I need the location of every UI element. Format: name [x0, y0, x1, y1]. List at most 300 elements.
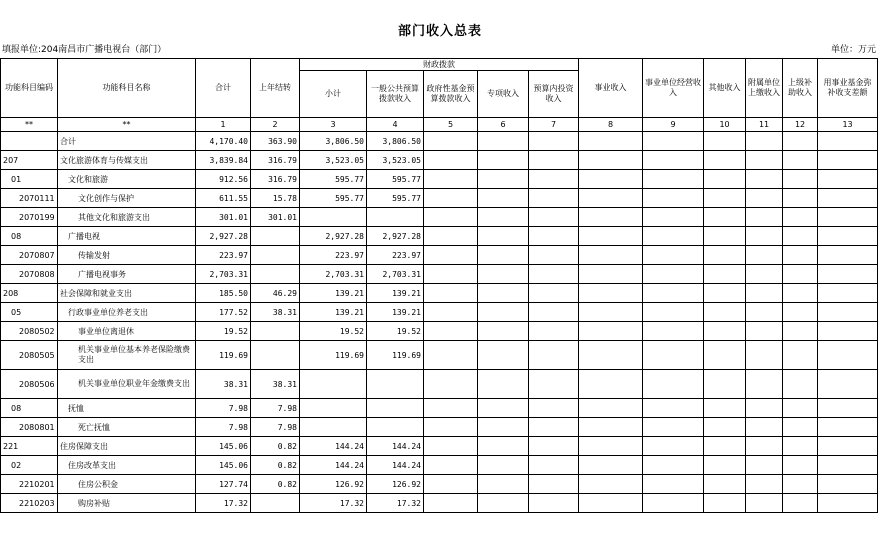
- carryover-cell: 316.79: [251, 170, 300, 189]
- empty-cell: [579, 227, 643, 246]
- empty-cell: [579, 475, 643, 494]
- carryover-cell: [251, 246, 300, 265]
- general-cell: 595.77: [367, 189, 424, 208]
- empty-cell: [783, 456, 818, 475]
- empty-cell: [746, 475, 783, 494]
- subtotal-cell: 3,806.50: [300, 132, 367, 151]
- name-cell: 行政事业单位养老支出: [58, 303, 196, 322]
- carryover-cell: [251, 265, 300, 284]
- empty-cell: [783, 322, 818, 341]
- empty-cell: [529, 284, 579, 303]
- empty-cell: [643, 322, 704, 341]
- col-header-other: 其他收入: [704, 59, 746, 118]
- total-cell: 38.31: [196, 370, 251, 399]
- empty-cell: [746, 246, 783, 265]
- empty-cell: [818, 399, 878, 418]
- code-cell: 2070807: [1, 246, 58, 265]
- table-row: [1, 246, 878, 265]
- empty-cell: [818, 456, 878, 475]
- total-cell: 127.74: [196, 475, 251, 494]
- general-cell: 139.21: [367, 284, 424, 303]
- empty-cell: [783, 170, 818, 189]
- empty-cell: [746, 437, 783, 456]
- empty-cell: [643, 151, 704, 170]
- empty-cell: [746, 208, 783, 227]
- index-cell: 3: [300, 118, 367, 132]
- empty-cell: [529, 132, 579, 151]
- code-cell: 2080505: [1, 341, 58, 370]
- empty-cell: [746, 418, 783, 437]
- table-row: [1, 132, 878, 151]
- name-cell: 机关事业单位职业年金缴费支出: [58, 370, 196, 399]
- empty-cell: [818, 132, 878, 151]
- empty-cell: [818, 341, 878, 370]
- empty-cell: [818, 494, 878, 513]
- empty-cell: [579, 399, 643, 418]
- empty-cell: [579, 322, 643, 341]
- empty-cell: [783, 418, 818, 437]
- empty-cell: [783, 341, 818, 370]
- total-cell: 4,170.40: [196, 132, 251, 151]
- empty-cell: [746, 456, 783, 475]
- name-cell: 抚恤: [58, 399, 196, 418]
- name-cell: 文化旅游体育与传媒支出: [58, 151, 196, 170]
- empty-cell: [643, 284, 704, 303]
- empty-cell: [424, 170, 478, 189]
- table-row: [1, 303, 878, 322]
- code-cell: 2210203: [1, 494, 58, 513]
- index-cell: **: [1, 118, 58, 132]
- empty-cell: [746, 132, 783, 151]
- empty-cell: [704, 341, 746, 370]
- subtotal-cell: [300, 399, 367, 418]
- empty-cell: [818, 189, 878, 208]
- total-cell: 611.55: [196, 189, 251, 208]
- name-cell: 机关事业单位基本养老保险缴费支出: [58, 341, 196, 370]
- empty-cell: [529, 189, 579, 208]
- carryover-cell: 15.78: [251, 189, 300, 208]
- subtotal-cell: 139.21: [300, 303, 367, 322]
- empty-cell: [424, 265, 478, 284]
- col-header-name: 功能科目名称: [58, 59, 196, 118]
- col-header-code: 功能科目编码: [1, 59, 58, 118]
- empty-cell: [579, 456, 643, 475]
- col-group-fiscal: 财政拨款: [300, 59, 579, 71]
- empty-cell: [579, 132, 643, 151]
- total-cell: 145.06: [196, 437, 251, 456]
- empty-cell: [783, 208, 818, 227]
- reporting-unit: 填报单位:204南昌市广播电视台（部门）: [2, 45, 167, 55]
- col-header-reserve: 用事业基金弥补收支差额: [818, 59, 878, 118]
- total-cell: 145.06: [196, 456, 251, 475]
- empty-cell: [704, 227, 746, 246]
- empty-cell: [783, 370, 818, 399]
- empty-cell: [529, 151, 579, 170]
- report-title: 部门收入总表: [397, 24, 482, 39]
- empty-cell: [746, 341, 783, 370]
- empty-cell: [579, 494, 643, 513]
- general-cell: 3,523.05: [367, 151, 424, 170]
- empty-cell: [424, 303, 478, 322]
- name-cell: 住房公积金: [58, 475, 196, 494]
- empty-cell: [783, 227, 818, 246]
- empty-cell: [818, 303, 878, 322]
- empty-cell: [746, 370, 783, 399]
- table-row: [1, 418, 878, 437]
- col-header-special: 专项收入: [478, 71, 529, 118]
- empty-cell: [424, 341, 478, 370]
- subtotal-cell: [300, 418, 367, 437]
- currency-unit: 单位：万元: [830, 45, 876, 55]
- empty-cell: [529, 456, 579, 475]
- empty-cell: [783, 189, 818, 208]
- empty-cell: [783, 303, 818, 322]
- empty-cell: [783, 399, 818, 418]
- name-cell: 其他文化和旅游支出: [58, 208, 196, 227]
- table-row: [1, 208, 878, 227]
- col-header-general: 一般公共预算拨款收入: [367, 71, 424, 118]
- code-cell: 02: [1, 456, 58, 475]
- empty-cell: [529, 437, 579, 456]
- empty-cell: [529, 265, 579, 284]
- general-cell: [367, 208, 424, 227]
- empty-cell: [643, 265, 704, 284]
- general-cell: 139.21: [367, 303, 424, 322]
- empty-cell: [643, 341, 704, 370]
- empty-cell: [746, 303, 783, 322]
- carryover-cell: 7.98: [251, 418, 300, 437]
- empty-cell: [529, 475, 579, 494]
- subtotal-cell: 126.92: [300, 475, 367, 494]
- empty-cell: [818, 418, 878, 437]
- empty-cell: [424, 475, 478, 494]
- col-header-subtotal: 小计: [300, 71, 367, 118]
- index-cell: 13: [818, 118, 878, 132]
- empty-cell: [424, 208, 478, 227]
- table-row: [1, 170, 878, 189]
- table-row: [1, 151, 878, 170]
- empty-cell: [529, 246, 579, 265]
- col-header-carryover: 上年结转: [251, 59, 300, 118]
- empty-cell: [478, 246, 529, 265]
- subtotal-cell: 19.52: [300, 322, 367, 341]
- total-cell: 7.98: [196, 418, 251, 437]
- col-header-total: 合计: [196, 59, 251, 118]
- empty-cell: [704, 370, 746, 399]
- name-cell: 传输发射: [58, 246, 196, 265]
- empty-cell: [579, 303, 643, 322]
- total-cell: 19.52: [196, 322, 251, 341]
- empty-cell: [529, 370, 579, 399]
- subtotal-cell: [300, 208, 367, 227]
- empty-cell: [746, 265, 783, 284]
- general-cell: 3,806.50: [367, 132, 424, 151]
- empty-cell: [704, 322, 746, 341]
- carryover-cell: [251, 494, 300, 513]
- empty-cell: [478, 265, 529, 284]
- name-cell: 事业单位离退休: [58, 322, 196, 341]
- empty-cell: [704, 494, 746, 513]
- empty-cell: [529, 494, 579, 513]
- name-cell: 住房保障支出: [58, 437, 196, 456]
- empty-cell: [818, 370, 878, 399]
- empty-cell: [643, 208, 704, 227]
- empty-cell: [704, 475, 746, 494]
- col-header-gov-fund: 政府性基金预算拨款收入: [424, 71, 478, 118]
- subtotal-cell: 139.21: [300, 284, 367, 303]
- empty-cell: [529, 322, 579, 341]
- empty-cell: [424, 151, 478, 170]
- empty-cell: [643, 437, 704, 456]
- empty-cell: [643, 399, 704, 418]
- total-cell: 7.98: [196, 399, 251, 418]
- carryover-cell: 0.82: [251, 456, 300, 475]
- col-header-outside: 预算内投资收入: [529, 71, 579, 118]
- general-cell: 144.24: [367, 456, 424, 475]
- table-row: [1, 370, 878, 399]
- empty-cell: [478, 322, 529, 341]
- empty-cell: [704, 170, 746, 189]
- empty-cell: [424, 284, 478, 303]
- carryover-cell: 7.98: [251, 399, 300, 418]
- empty-cell: [818, 151, 878, 170]
- empty-cell: [818, 284, 878, 303]
- carryover-cell: [251, 322, 300, 341]
- empty-cell: [704, 132, 746, 151]
- empty-cell: [579, 246, 643, 265]
- empty-cell: [579, 437, 643, 456]
- empty-cell: [424, 322, 478, 341]
- empty-cell: [704, 456, 746, 475]
- subtotal-cell: 17.32: [300, 494, 367, 513]
- empty-cell: [579, 189, 643, 208]
- total-cell: 2,703.31: [196, 265, 251, 284]
- empty-cell: [424, 456, 478, 475]
- general-cell: 119.69: [367, 341, 424, 370]
- table-body: [1, 132, 878, 513]
- code-cell: 207: [1, 151, 58, 170]
- empty-cell: [746, 170, 783, 189]
- index-cell: 7: [529, 118, 579, 132]
- general-cell: 595.77: [367, 170, 424, 189]
- empty-cell: [704, 284, 746, 303]
- code-cell: 2070199: [1, 208, 58, 227]
- general-cell: [367, 370, 424, 399]
- empty-cell: [424, 246, 478, 265]
- empty-cell: [424, 189, 478, 208]
- table-row: [1, 341, 878, 370]
- name-cell: 文化创作与保护: [58, 189, 196, 208]
- col-header-operating: 事业单位经营收入: [643, 59, 704, 118]
- index-cell: 12: [783, 118, 818, 132]
- empty-cell: [529, 303, 579, 322]
- carryover-cell: 38.31: [251, 370, 300, 399]
- empty-cell: [529, 227, 579, 246]
- table-row: [1, 265, 878, 284]
- carryover-cell: [251, 341, 300, 370]
- empty-cell: [478, 456, 529, 475]
- empty-cell: [643, 189, 704, 208]
- empty-cell: [704, 303, 746, 322]
- empty-cell: [704, 265, 746, 284]
- empty-cell: [783, 151, 818, 170]
- general-cell: 19.52: [367, 322, 424, 341]
- total-cell: 119.69: [196, 341, 251, 370]
- empty-cell: [643, 456, 704, 475]
- empty-cell: [704, 151, 746, 170]
- general-cell: [367, 418, 424, 437]
- table-header: [1, 59, 878, 118]
- empty-cell: [529, 418, 579, 437]
- empty-cell: [424, 370, 478, 399]
- general-cell: 126.92: [367, 475, 424, 494]
- total-cell: 912.56: [196, 170, 251, 189]
- index-cell: 6: [478, 118, 529, 132]
- empty-cell: [529, 399, 579, 418]
- empty-cell: [478, 341, 529, 370]
- empty-cell: [783, 246, 818, 265]
- empty-cell: [579, 418, 643, 437]
- name-cell: 广播电视: [58, 227, 196, 246]
- code-cell: 208: [1, 284, 58, 303]
- index-cell: 5: [424, 118, 478, 132]
- empty-cell: [783, 494, 818, 513]
- total-cell: 177.52: [196, 303, 251, 322]
- empty-cell: [818, 322, 878, 341]
- empty-cell: [478, 475, 529, 494]
- index-cell: 4: [367, 118, 424, 132]
- total-cell: 3,839.84: [196, 151, 251, 170]
- empty-cell: [818, 265, 878, 284]
- general-cell: 2,703.31: [367, 265, 424, 284]
- index-cell: 8: [579, 118, 643, 132]
- total-cell: 2,927.28: [196, 227, 251, 246]
- total-cell: 185.50: [196, 284, 251, 303]
- index-cell: 10: [704, 118, 746, 132]
- code-cell: 2070111: [1, 189, 58, 208]
- subtotal-cell: 144.24: [300, 456, 367, 475]
- empty-cell: [529, 341, 579, 370]
- empty-cell: [643, 494, 704, 513]
- empty-cell: [478, 370, 529, 399]
- empty-cell: [478, 437, 529, 456]
- empty-cell: [746, 284, 783, 303]
- empty-cell: [424, 418, 478, 437]
- empty-cell: [478, 170, 529, 189]
- empty-cell: [478, 418, 529, 437]
- name-cell: 社会保障和就业支出: [58, 284, 196, 303]
- general-cell: 223.97: [367, 246, 424, 265]
- empty-cell: [478, 399, 529, 418]
- table-row: [1, 322, 878, 341]
- empty-cell: [529, 208, 579, 227]
- empty-cell: [818, 170, 878, 189]
- empty-cell: [643, 370, 704, 399]
- empty-cell: [818, 227, 878, 246]
- empty-cell: [746, 494, 783, 513]
- subtotal-cell: 119.69: [300, 341, 367, 370]
- empty-cell: [783, 265, 818, 284]
- subtotal-cell: 2,927.28: [300, 227, 367, 246]
- empty-cell: [424, 399, 478, 418]
- empty-cell: [704, 418, 746, 437]
- total-cell: 223.97: [196, 246, 251, 265]
- empty-cell: [818, 475, 878, 494]
- empty-cell: [579, 265, 643, 284]
- carryover-cell: 301.01: [251, 208, 300, 227]
- empty-cell: [704, 208, 746, 227]
- table-row: [1, 284, 878, 303]
- empty-cell: [783, 437, 818, 456]
- empty-cell: [643, 132, 704, 151]
- index-cell: 9: [643, 118, 704, 132]
- empty-cell: [818, 437, 878, 456]
- empty-cell: [746, 399, 783, 418]
- table-row: [1, 399, 878, 418]
- empty-cell: [478, 189, 529, 208]
- empty-cell: [746, 322, 783, 341]
- table-row: [1, 475, 878, 494]
- empty-cell: [704, 399, 746, 418]
- code-cell: 2080506: [1, 370, 58, 399]
- name-cell: 广播电视事务: [58, 265, 196, 284]
- empty-cell: [704, 437, 746, 456]
- general-cell: 17.32: [367, 494, 424, 513]
- carryover-cell: 0.82: [251, 437, 300, 456]
- income-summary-table: [0, 58, 878, 513]
- code-cell: [1, 132, 58, 151]
- empty-cell: [579, 170, 643, 189]
- carryover-cell: 316.79: [251, 151, 300, 170]
- subtotal-cell: [300, 370, 367, 399]
- index-cell: 11: [746, 118, 783, 132]
- code-cell: 2070808: [1, 265, 58, 284]
- empty-cell: [704, 246, 746, 265]
- empty-cell: [818, 208, 878, 227]
- code-cell: 2080502: [1, 322, 58, 341]
- empty-cell: [529, 170, 579, 189]
- table-row: [1, 456, 878, 475]
- name-cell: 住房改革支出: [58, 456, 196, 475]
- code-cell: 2080801: [1, 418, 58, 437]
- col-header-affiliated: 附属单位上缴收入: [746, 59, 783, 118]
- empty-cell: [643, 170, 704, 189]
- empty-cell: [478, 208, 529, 227]
- general-cell: [367, 399, 424, 418]
- code-cell: 08: [1, 399, 58, 418]
- table-row: [1, 494, 878, 513]
- subtotal-cell: 144.24: [300, 437, 367, 456]
- code-cell: 2210201: [1, 475, 58, 494]
- empty-cell: [478, 284, 529, 303]
- carryover-cell: 38.31: [251, 303, 300, 322]
- empty-cell: [579, 284, 643, 303]
- empty-cell: [424, 227, 478, 246]
- empty-cell: [478, 227, 529, 246]
- code-cell: 221: [1, 437, 58, 456]
- general-cell: 144.24: [367, 437, 424, 456]
- index-cell: 1: [196, 118, 251, 132]
- code-cell: 01: [1, 170, 58, 189]
- empty-cell: [478, 494, 529, 513]
- subtotal-cell: 223.97: [300, 246, 367, 265]
- code-cell: 08: [1, 227, 58, 246]
- empty-cell: [478, 132, 529, 151]
- empty-cell: [643, 227, 704, 246]
- subtotal-cell: 595.77: [300, 170, 367, 189]
- empty-cell: [783, 475, 818, 494]
- empty-cell: [424, 132, 478, 151]
